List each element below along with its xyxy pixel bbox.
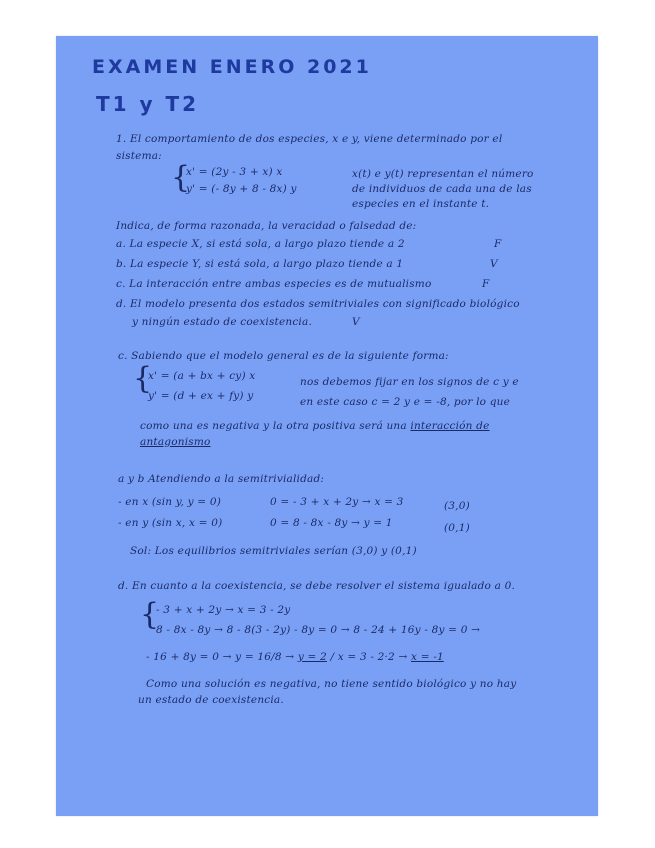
part-d-eq-1: - 3 + x + 2y → x = 3 - 2y <box>156 604 291 616</box>
item-d-cont: y ningún estado de coexistencia. <box>132 316 312 328</box>
question-line: Indica, de forma razonada, la veracidad o falsedad de: <box>116 220 417 232</box>
model-eq-2: y' = (d + ex + fy) y <box>148 390 254 402</box>
part-d-conclusion-1: Como una solución es negativa, no tiene sentido biológico y no hay <box>146 678 517 690</box>
part-ab-solution: Sol: Los equilibrios semitriviales serían (3,0) y (0,1) <box>130 545 417 557</box>
page-title: EXAMEN ENERO 2021 <box>92 56 372 78</box>
model-eq-1: x' = (a + bx + cy) x <box>148 370 256 382</box>
intro-note-2: de individuos de cada una de las <box>352 183 532 195</box>
item-a-mark: F <box>494 238 502 250</box>
part-ab-row-2-label: - en y (sin x, x = 0) <box>118 517 223 529</box>
part-d-conclusion-2: un estado de coexistencia. <box>138 694 284 706</box>
page-subtitle: T1 y T2 <box>96 92 200 116</box>
intro-line-1: 1. El comportamiento de dos especies, x e y, viene determinado por el <box>116 133 503 145</box>
part-ab-row-1-point: (3,0) <box>444 500 470 512</box>
item-c-mark: F <box>482 278 490 290</box>
part-c-line-1: c. Sabiendo que el modelo general es de la siguiente forma: <box>118 350 449 362</box>
item-a: a. La especie X, si está sola, a largo plazo tiende a 2 <box>116 238 405 250</box>
item-d: d. El modelo presenta dos estados semitriviales con significado biológico <box>116 298 520 310</box>
item-c: c. La interacción entre ambas especies es de mutualismo <box>116 278 432 290</box>
part-ab-row-1-label: - en x (sin y, y = 0) <box>118 496 221 508</box>
part-ab-row-2-eq: 0 = 8 - 8x - 8y → y = 1 <box>270 517 393 529</box>
interaction-label: interacción de <box>410 420 490 432</box>
intro-note-1: x(t) e y(t) representan el número <box>352 168 534 180</box>
part-d-eq-2: 8 - 8x - 8y → 8 - 8(3 - 2y) - 8y = 0 → 8 - 24 + 16y - 8y = 0 → <box>156 624 481 636</box>
part-d-eq-3-text-b: / x = 3 - 2·2 → <box>330 651 408 663</box>
item-d-mark: V <box>352 316 360 328</box>
part-c-line-2 <box>140 420 490 432</box>
part-c-line-2-text: como una es negativa y la otra positiva será una <box>140 420 407 432</box>
item-b: b. La especie Y, si está sola, a largo plazo tiende a 1 <box>116 258 404 270</box>
part-d-eq-3 <box>146 651 444 663</box>
system-eq-2: y' = (- 8y + 8 - 8x) y <box>186 183 297 195</box>
part-ab-line-1: a y b Atendiendo a la semitrivialidad: <box>118 473 325 485</box>
part-d-eq-3-text: - 16 + 8y = 0 → y = 16/8 → <box>146 651 295 663</box>
part-c-reason-2: en este caso c = 2 y e = -8, por lo que <box>300 396 511 408</box>
item-b-mark: V <box>490 258 498 270</box>
part-d-line-1: d. En cuanto a la coexistencia, se debe resolver el sistema igualado a 0. <box>118 580 516 592</box>
intro-line-2: sistema: <box>116 150 162 162</box>
model-brace: { <box>133 361 153 396</box>
part-c-reason-1: nos debemos fijar en los signos de c y e <box>300 376 519 388</box>
intro-note-3: especies en el instante t. <box>352 198 490 210</box>
system-eq-1: x' = (2y - 3 + x) x <box>186 166 283 178</box>
x-result: x = -1 <box>411 651 444 663</box>
coexistence-brace: { <box>140 597 160 632</box>
part-ab-row-1-eq: 0 = - 3 + x + 2y → x = 3 <box>270 496 404 508</box>
y-result: y = 2 <box>297 651 327 663</box>
part-ab-row-2-point: (0,1) <box>444 522 470 534</box>
system-brace: { <box>171 160 191 195</box>
antagonism-label: antagonismo <box>140 436 211 448</box>
